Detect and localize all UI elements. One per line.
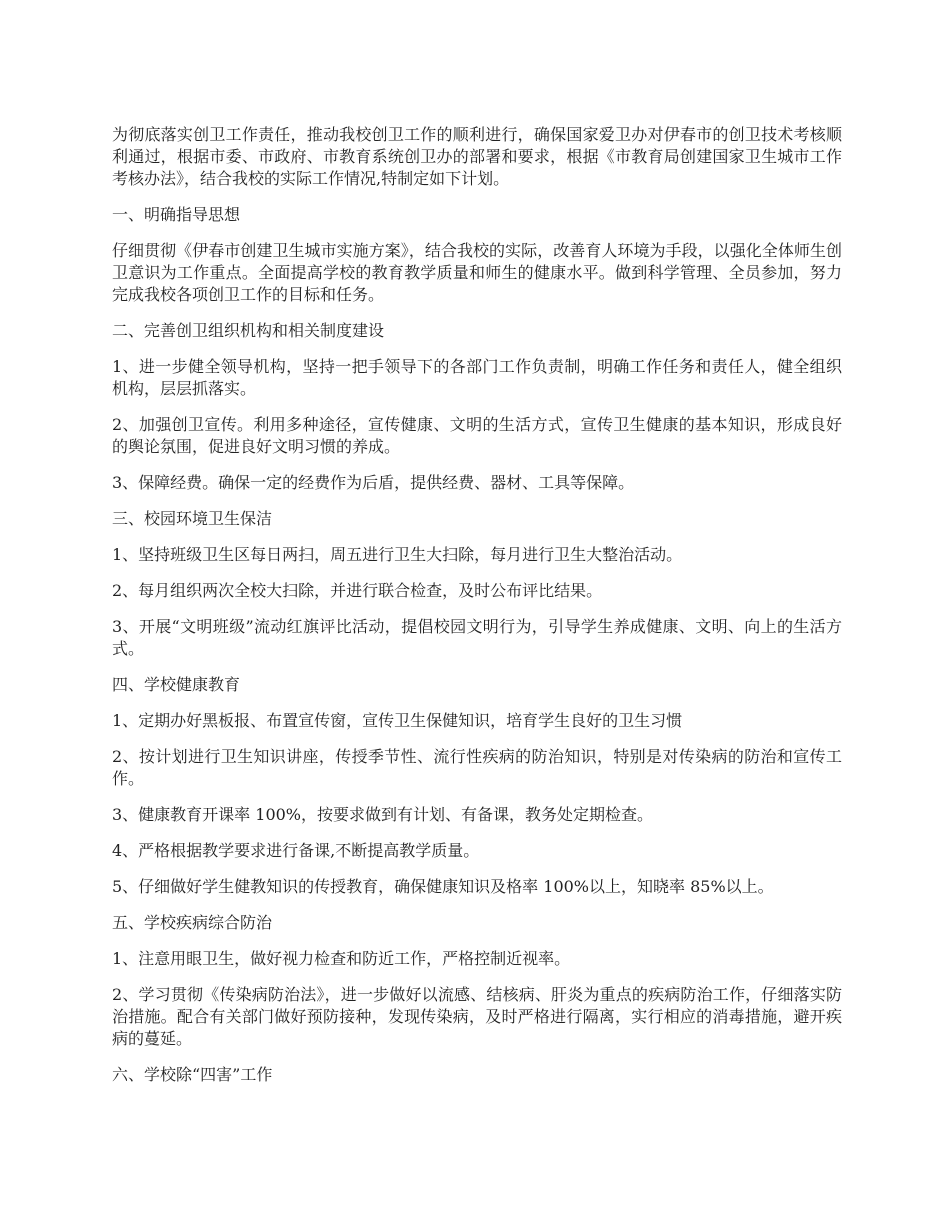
section-paragraph: 仔细贯彻《伊春市创建卫生城市实施方案》，结合我校的实际，改善育人环境为手段，以强化全体师生创卫意识为工作重点。全面提高学校的教育教学质量和师生的健康水平。做到科学管理、全员参加，努力完成我校各项创卫工作的目标和任务。 xyxy=(112,241,842,304)
section-paragraph: 1、坚持班级卫生区每日两扫，周五进行卫生大扫除，每月进行卫生大整治活动。 xyxy=(112,545,683,564)
section-paragraph: 1、注意用眼卫生，做好视力检查和防近工作，严格控制近视率。 xyxy=(112,949,571,968)
section-heading: 二、完善创卫组织机构和相关制度建设 xyxy=(112,321,385,340)
section-paragraph: 2、每月组织两次全校大扫除，并进行联合检查，及时公布评比结果。 xyxy=(112,581,603,600)
section-paragraph: 3、健康教育开课率 100%，按要求做到有计划、有备课，教务处定期检查。 xyxy=(112,805,654,824)
section-paragraph: 2、按计划进行卫生知识讲座，传授季节性、流行性疾病的防治知识，特别是对传染病的防治和宣传工作。 xyxy=(112,747,842,788)
section-heading: 五、学校疾病综合防治 xyxy=(112,913,273,932)
section-5 xyxy=(112,912,842,1050)
section-paragraph: 1、进一步健全领导机构，坚持一把手领导下的各部门工作负责制，明确工作任务和责任人，健全组织机构，层层抓落实。 xyxy=(112,357,842,398)
section-paragraph: 1、定期办好黑板报、布置宣传窗，宣传卫生保健知识，培育学生良好的卫生习惯 xyxy=(112,711,683,730)
section-2 xyxy=(112,320,842,494)
section-heading: 一、明确指导思想 xyxy=(112,205,241,224)
section-paragraph: 2、加强创卫宣传。利用多种途径，宣传健康、文明的生活方式，宣传卫生健康的基本知识，形成良好的舆论氛围，促进良好文明习惯的养成。 xyxy=(112,415,842,456)
intro-paragraph: 为彻底落实创卫工作责任，推动我校创卫工作的顺利进行，确保国家爱卫办对伊春市的创卫技术考核顺利通过，根据市委、市政府、市教育系统创卫办的部署和要求，根据《市教育局创建国家卫生城市工作考核办法》，结合我校的实际工作情况,特制定如下计划。 xyxy=(112,125,842,188)
section-paragraph: 5、仔细做好学生健教知识的传授教育，确保健康知识及格率 100%以上，知晓率 85%以上。 xyxy=(112,877,774,896)
section-heading: 四、学校健康教育 xyxy=(112,675,241,694)
section-heading: 六、学校除“四害”工作 xyxy=(112,1065,273,1084)
section-paragraph: 3、开展“文明班级”流动红旗评比活动，提倡校园文明行为，引导学生养成健康、文明、向上的生活方式。 xyxy=(112,617,842,658)
document-body xyxy=(112,124,842,1100)
section-paragraph: 2、学习贯彻《传染病防治法》，进一步做好以流感、结核病、肝炎为重点的疾病防治工作，仔细落实防治措施。配合有关部门做好预防接种，发现传染病，及时严格进行隔离，实行相应的消毒措施，避开疾病的蔓延。 xyxy=(112,985,842,1048)
section-6 xyxy=(112,1064,842,1086)
section-paragraph: 4、严格根据教学要求进行备课,不断提高教学质量。 xyxy=(112,841,480,860)
section-paragraph: 3、保障经费。确保一定的经费作为后盾，提供经费、器材、工具等保障。 xyxy=(112,473,635,492)
section-heading: 三、校园环境卫生保洁 xyxy=(112,509,273,528)
section-4 xyxy=(112,674,842,898)
section-1 xyxy=(112,204,842,306)
section-3 xyxy=(112,508,842,660)
